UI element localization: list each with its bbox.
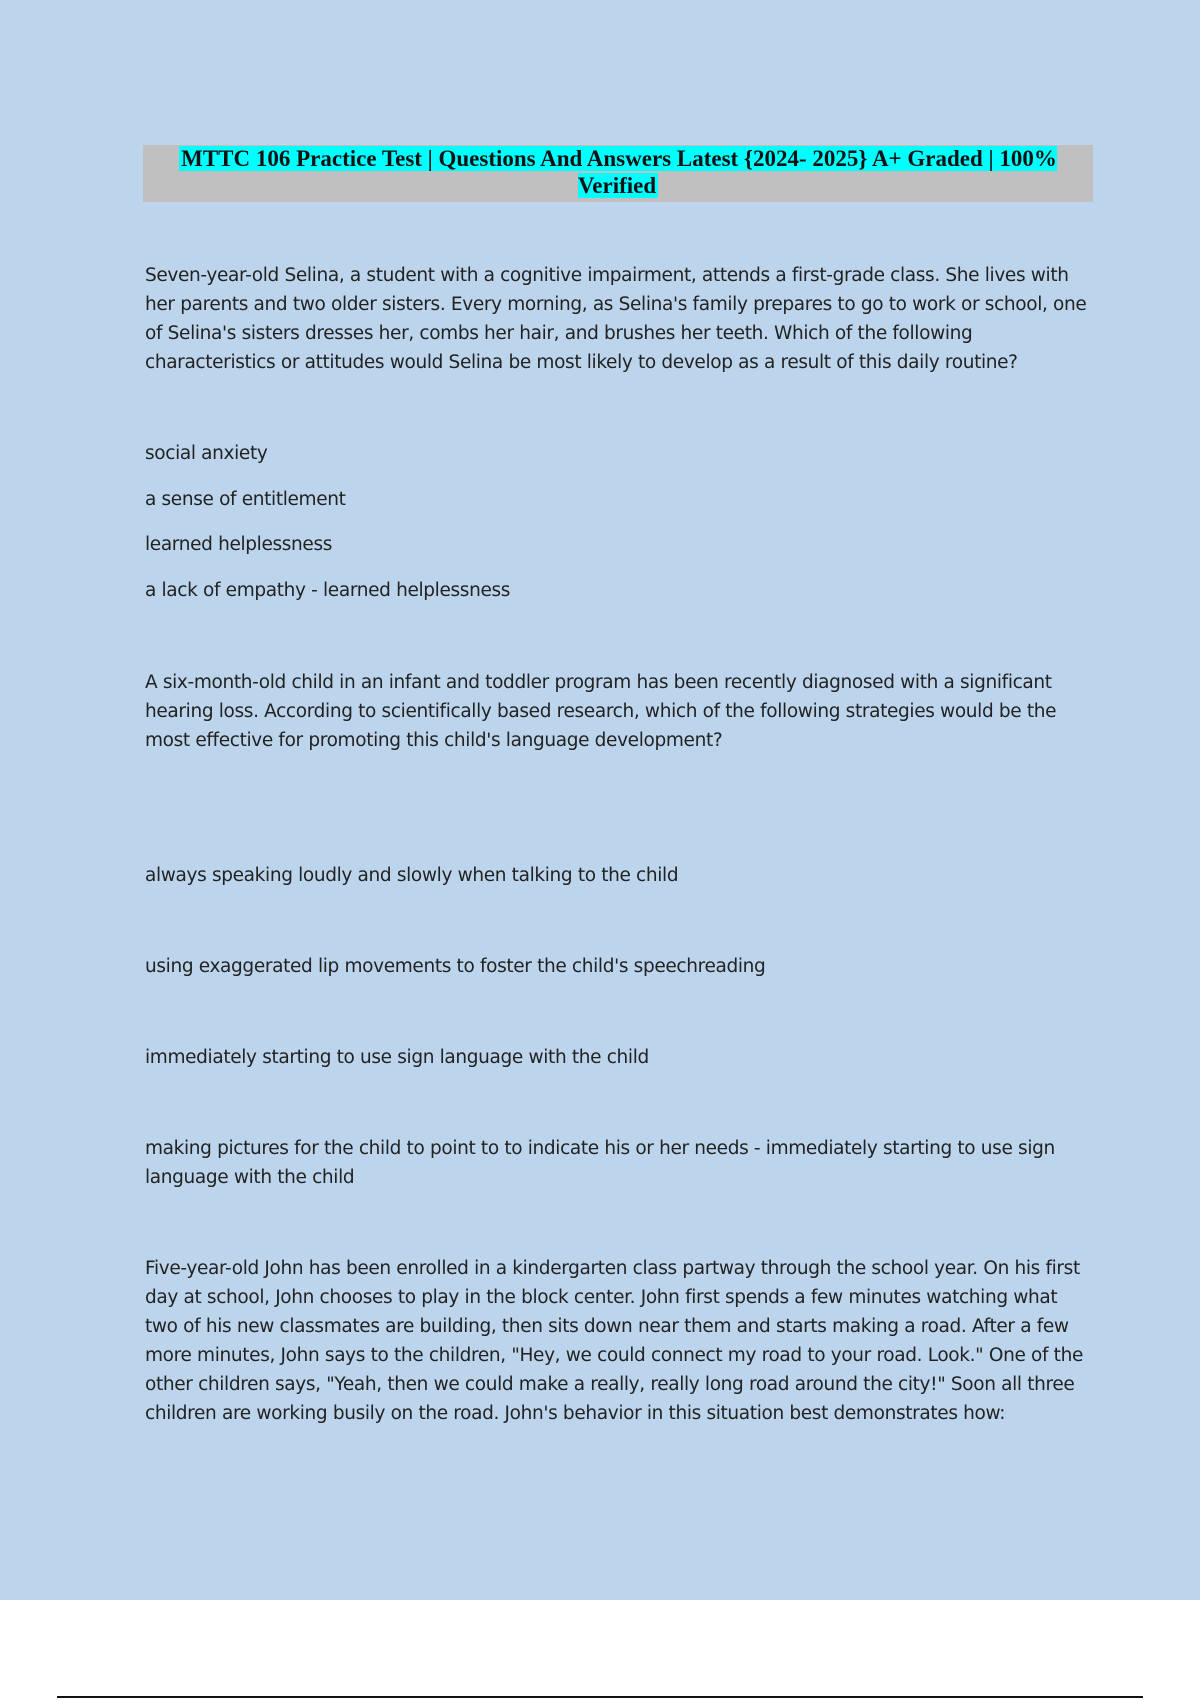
footer-divider	[57, 1696, 1143, 1698]
question-2-prompt: A six-month-old child in an infant and toddler program has been recently diagnosed with a significant hearing loss. According to scientifically based research, which of the following strategies would be the most effective for promoting this child's language development?	[145, 672, 1057, 751]
question-1-option-3: learned helplessness	[145, 534, 333, 555]
document-title: MTTC 106 Practice Test | Questions And Answers Latest {2024- 2025} A+ Graded | 100% Verified	[181, 146, 1057, 198]
question-1-option-2: a sense of entitlement	[145, 489, 346, 510]
question-2-option-2: using exaggerated lip movements to foster the child's speechreading	[145, 956, 766, 977]
question-1-option-4: a lack of empathy - learned helplessness	[145, 580, 511, 601]
question-2-option-4: making pictures for the child to point to to indicate his or her needs - immediately starting to use sign language with the child	[145, 1138, 1055, 1188]
question-1-option-1: social anxiety	[145, 443, 268, 464]
question-2-option-1: always speaking loudly and slowly when talking to the child	[145, 865, 679, 886]
question-2-option-3: immediately starting to use sign language with the child	[145, 1047, 649, 1068]
question-1-prompt: Seven-year-old Selina, a student with a cognitive impairment, attends a first-grade class. She lives with her parents and two older sisters. Every morning, as Selina's family prepares to go to work or school, one of Selina's sisters dresses her, combs her hair, and brushes her teeth. Which of the following characteristics or attitudes would Selina be most likely to develop as a result of this daily routine?	[145, 265, 1087, 373]
question-3-prompt: Five-year-old John has been enrolled in a kindergarten class partway through the school year. On his first day at school, John chooses to play in the block center. John first spends a few minutes watching what two of his new classmates are building, then sits down near them and starts making a road. After a few more minutes, John says to the children, "Hey, we could connect my road to your road. Look." One of the other children says, "Yeah, then we could make a really, really long road around the city!" Soon all three children are working busily on the road. John's behavior in this situation best demonstrates how:	[145, 1258, 1083, 1424]
document-title-banner	[143, 145, 1093, 202]
